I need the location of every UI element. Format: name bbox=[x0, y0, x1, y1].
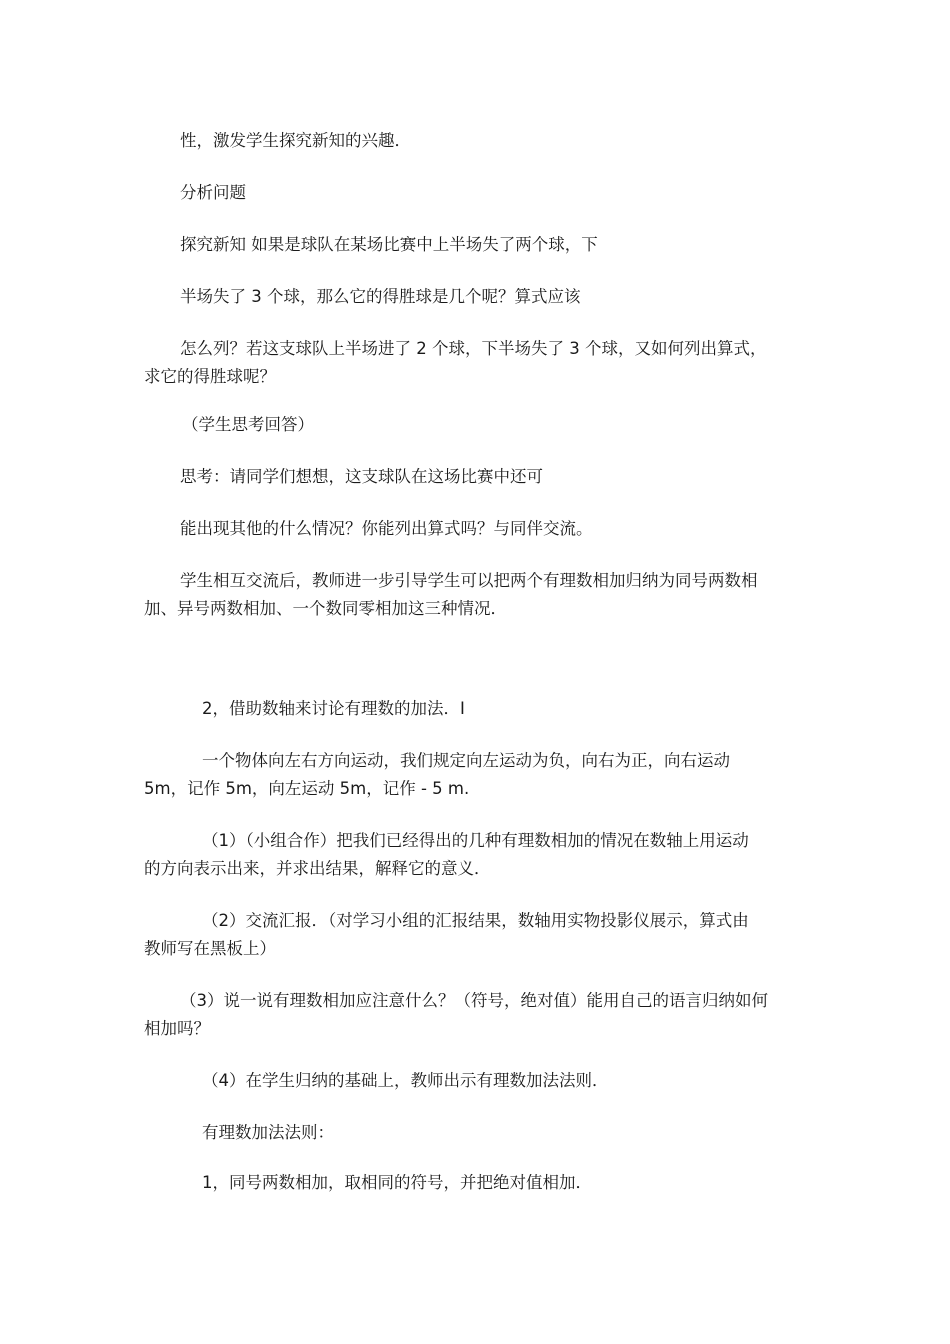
paragraph-line: 加、异号两数相加、一个数同零相加这三种情况． bbox=[144, 599, 507, 618]
paragraph-line: 性，激发学生探究新知的兴趣． bbox=[180, 131, 411, 150]
paragraph-line: 求它的得胜球呢？ bbox=[144, 367, 276, 386]
paragraph-line: 5m，记作 5m，向左运动 5m，记作 - 5 m. bbox=[144, 779, 470, 798]
section-heading: 有理数加法法则： bbox=[202, 1123, 334, 1142]
paragraph-line: 能出现其他的什么情况？你能列出算式吗？与同伴交流。 bbox=[180, 519, 593, 538]
rule-item: 1，同号两数相加，取相同的符号，并把绝对值相加． bbox=[202, 1173, 592, 1192]
paragraph-line: （1）（小组合作）把我们已经得出的几种有理数相加的情况在数轴上用运动 bbox=[202, 831, 749, 850]
paragraph-line: （4）在学生归纳的基础上，教师出示有理数加法法则． bbox=[202, 1071, 609, 1090]
paragraph-line: 思考：请同学们想想，这支球队在这场比赛中还可 bbox=[180, 467, 543, 486]
paragraph-line: 探究新知 如果是球队在某场比赛中上半场失了两个球，下 bbox=[180, 235, 598, 254]
paragraph-line: 半场失了 3 个球，那么它的得胜球是几个呢？算式应该 bbox=[180, 287, 581, 306]
section-heading: 分析问题 bbox=[180, 183, 246, 202]
paragraph-line: 学生相互交流后，教师进一步引导学生可以把两个有理数相加归纳为同号两数相 bbox=[180, 571, 758, 590]
section-heading: 2，借助数轴来讨论有理数的加法．I bbox=[202, 699, 465, 718]
paragraph-line: （3）说一说有理数相加应注意什么？（符号，绝对值）能用自己的语言归纳如何 bbox=[180, 991, 768, 1010]
paragraph-line: 一个物体向左右方向运动，我们规定向左运动为负，向右为正，向右运动 bbox=[202, 751, 730, 770]
paragraph-line: 相加吗？ bbox=[144, 1019, 210, 1038]
paragraph-line: （学生思考回答） bbox=[182, 415, 314, 434]
paragraph-line: 教师写在黑板上） bbox=[144, 939, 276, 958]
paragraph-line: 怎么列？若这支球队上半场进了 2 个球，下半场失了 3 个球，又如何列出算式， bbox=[180, 339, 767, 358]
paragraph-line: 的方向表示出来，并求出结果，解释它的意义． bbox=[144, 859, 491, 878]
paragraph-line: （2）交流汇报．（对学习小组的汇报结果，数轴用实物投影仪展示，算式由 bbox=[202, 911, 749, 930]
